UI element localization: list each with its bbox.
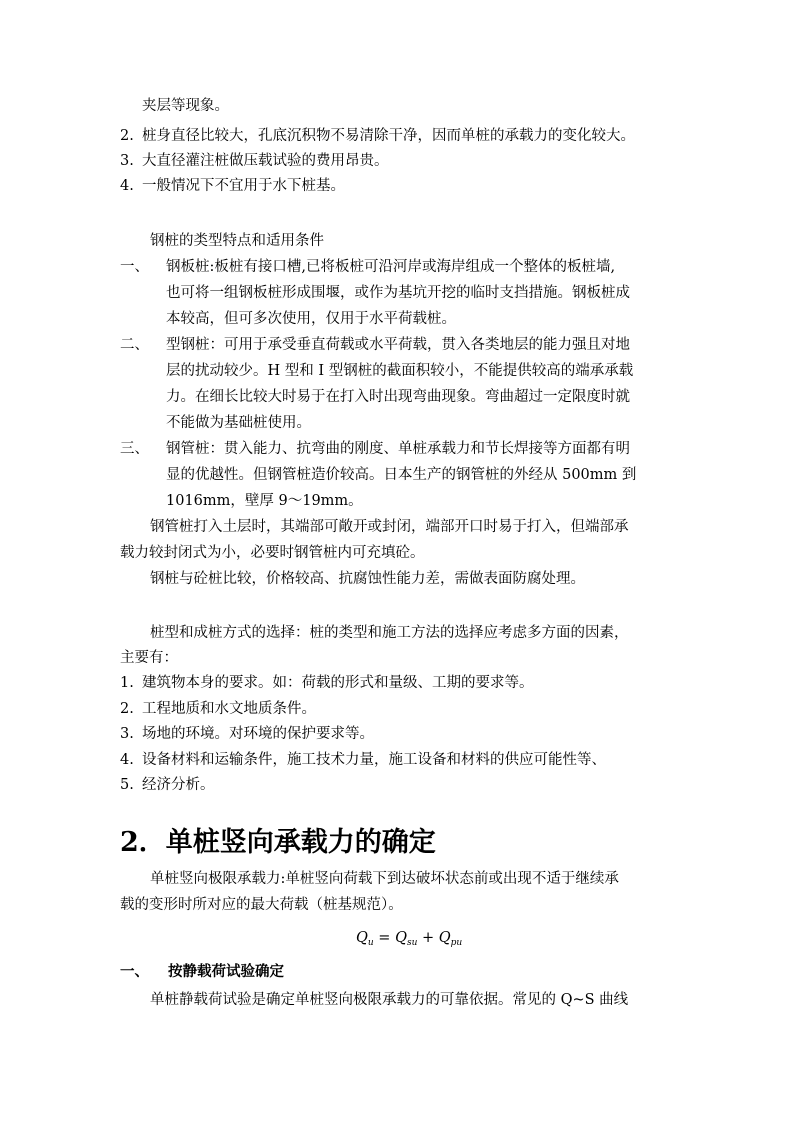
list-number: 3. (120, 153, 134, 169)
paragraph-line: 钢桩与砼桩比较，价格较高、抗腐蚀性能力差，需做表面防腐处理。 (150, 571, 585, 587)
paragraph-line: 载的变形时所对应的最大荷载（桩基规范）。 (120, 897, 403, 913)
list-item-text: 大直径灌注桩做压载试验的费用昂贵。 (142, 153, 389, 169)
formula-lhs-sub: u (367, 938, 374, 948)
section-heading: 钢桩的类型特点和适用条件 (150, 233, 324, 249)
list-item-line: 也可将一组钢板桩形成围堰，或作为基坑开挖的临时支挡措施。钢板桩成 (166, 285, 630, 301)
list-item-text: 经济分析。 (142, 777, 215, 793)
list-number: 3. (120, 726, 134, 742)
paragraph-line: 单桩静载荷试验是确定单桩竖向极限承载力的可靠依据。常见的 Q~S 曲线 (150, 992, 629, 1008)
subheading: 按静载荷试验确定 (168, 963, 284, 980)
formula-term1-sub: su (406, 938, 418, 948)
list-item-line: 钢板桩:板桩有接口槽,已将板桩可沿河岸或海岸组成一个整体的板桩墙, (166, 259, 616, 275)
paragraph-line: 钢管桩打入土层时，其端部可敞开或封闭，端部开口时易于打入，但端部承 (150, 519, 629, 535)
paragraph-line: 单桩竖向极限承载力:单桩竖向荷载下到达破坏状态前或出现不适于继续承 (150, 871, 619, 887)
list-number: 一、 (120, 259, 149, 275)
list-number: 二、 (120, 337, 149, 353)
list-item-line: 力。在细长比较大时易于在打入时出现弯曲现象。弯曲超过一定限度时就 (166, 389, 630, 405)
list-item-line: 显的优越性。但钢管桩造价较高。日本生产的钢管桩的外经从 500mm 到 (166, 467, 637, 483)
list-number: 4. (120, 178, 134, 194)
list-item-line: 型钢桩：可用于承受垂直荷载或水平荷载，贯入各类地层的能力强且对地 (166, 337, 630, 353)
list-number: 5. (120, 777, 134, 793)
formula-plus: + (417, 930, 439, 946)
list-number: 2. (120, 128, 134, 144)
list-item-text: 场地的环境。对环境的保护要求等。 (142, 726, 374, 742)
list-item-text: 工程地质和水文地质条件。 (142, 701, 316, 717)
list-number: 1. (120, 675, 134, 691)
formula-term2: Q (438, 930, 451, 946)
list-item-text: 建筑物本身的要求。如：荷载的形式和量级、工期的要求等。 (142, 675, 534, 691)
list-number: 2. (120, 701, 134, 717)
subheading-number: 一、 (120, 963, 149, 980)
paragraph-line: 载力较封闭式为小，必要时钢管桩内可充填砼。 (120, 545, 425, 561)
list-item-text: 设备材料和运输条件，施工技术力量，施工设备和材料的供应可能性等、 (142, 752, 606, 768)
paragraph-line: 主要有： (120, 650, 178, 666)
formula-term1: Q (395, 930, 407, 946)
list-number: 4. (120, 752, 134, 768)
formula (356, 928, 462, 953)
formula-term2-sub: pu (450, 938, 463, 948)
formula-equals: = (373, 930, 396, 946)
paragraph-line: 桩型和成桩方式的选择：桩的类型和施工方法的选择应考虑多方面的因素， (150, 625, 629, 641)
list-item-line: 层的扰动较少。H 型和 I 型钢桩的截面积较小，不能提供较高的端承承载 (166, 363, 634, 379)
list-item-text: 一般情况下不宜用于水下桩基。 (142, 178, 345, 194)
section-title: 2．单桩竖向承载力的确定 (120, 827, 436, 858)
continuation-line: 夹层等现象。 (142, 98, 229, 114)
list-item-text: 桩身直径比较大，孔底沉积物不易清除干净，因而单桩的承载力的变化较大。 (142, 128, 635, 144)
list-item-line: 钢管桩：贯入能力、抗弯曲的刚度、单桩承载力和节长焊接等方面都有明 (166, 441, 630, 457)
list-item-line: 1016mm，壁厚 9～19mm。 (166, 493, 363, 509)
list-item-line: 本较高，但可多次使用，仅用于水平荷载桩。 (166, 311, 456, 327)
formula-lhs: Q (356, 930, 368, 946)
list-item-line: 不能做为基础桩使用。 (166, 415, 311, 431)
list-number: 三、 (120, 441, 149, 457)
